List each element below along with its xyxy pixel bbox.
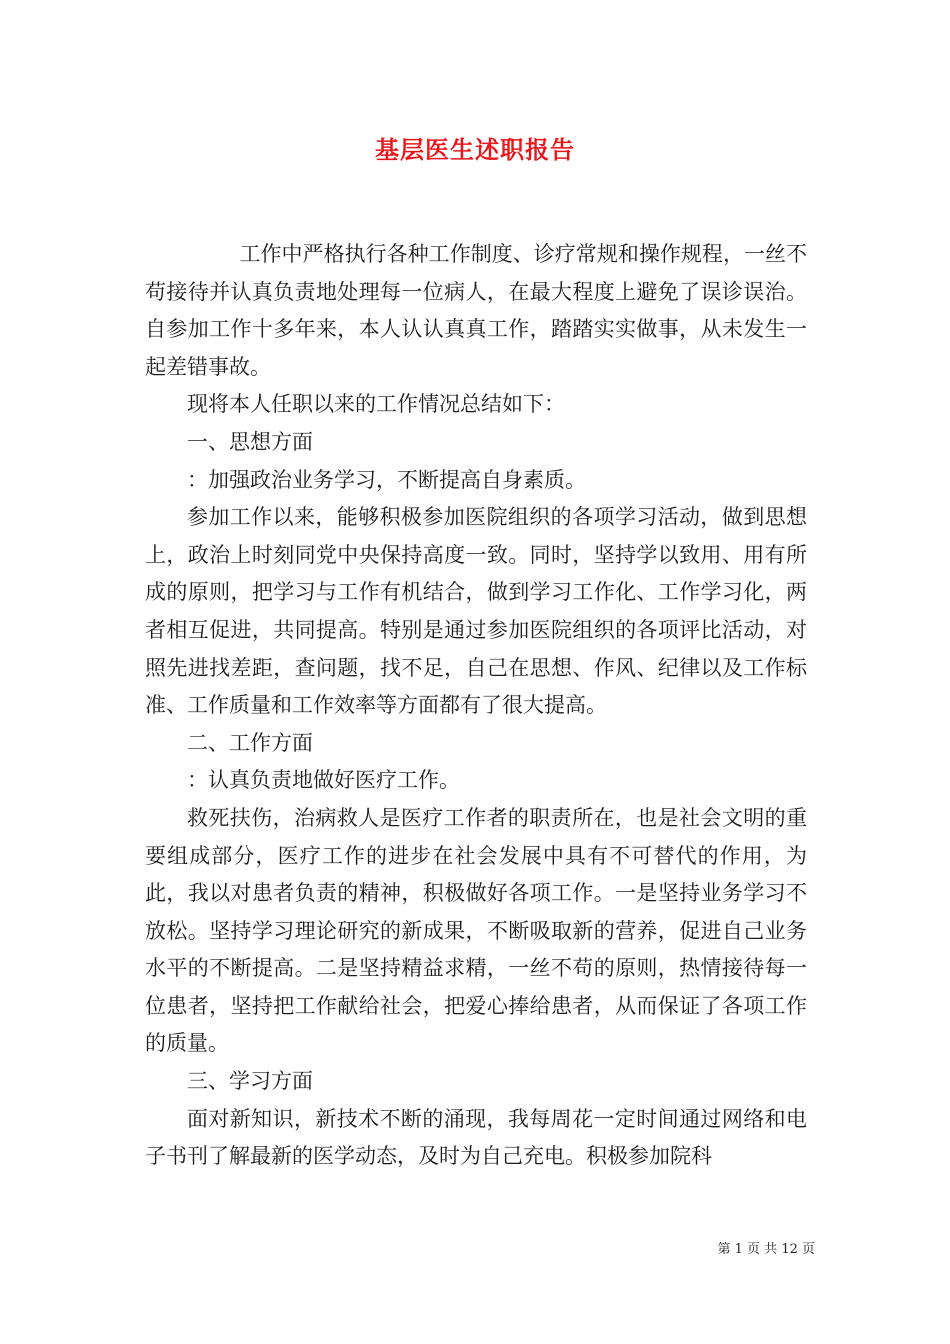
document-body: [145, 236, 807, 1176]
paragraph: 面对新知识，新技术不断的涌现，我每周花一定时间通过网络和电子书刊了解最新的医学动态，及时为自己充电。积极参加院科: [145, 1106, 807, 1169]
paragraph: 工作中严格执行各种工作制度、诊疗常规和操作规程，一丝不苟接待并认真负责地处理每一位病人，在最大程度上避免了误诊误治。自参加工作十多年来，本人认认真真工作，踏踏实实做事，从未发生一起差错事故。: [145, 242, 807, 379]
section-heading: 二、工作方面: [187, 730, 313, 755]
section-heading: 一、思想方面: [187, 429, 313, 454]
document-title: 基层医生述职报告: [375, 135, 575, 164]
paragraph: 现将本人任职以来的工作情况总结如下：: [187, 392, 565, 417]
paragraph: ：加强政治业务学习，不断提高自身素质。: [187, 467, 586, 492]
paragraph: 参加工作以来，能够积极参加医院组织的各项学习活动，做到思想上，政治上时刻同党中央保持高度一致。同时，坚持学以致用、用有所成的原则，把学习与工作有机结合，做到学习工作化、工作学习化，两者相互促进，共同提高。特别是通过参加医院组织的各项评比活动，对照先进找差距，查问题，找不足，自己在思想、作风、纪律以及工作标准、工作质量和工作效率等方面都有了很大提高。: [145, 505, 807, 718]
paragraph: 救死扶伤，治病救人是医疗工作者的职责所在，也是社会文明的重要组成部分，医疗工作的进步在社会发展中具有不可替代的作用，为此，我以对患者负责的精神，积极做好各项工作。一是坚持业务学习不放松。坚持学习理论研究的新成果，不断吸取新的营养，促进自己业务水平的不断提高。二是坚持精益求精，一丝不苟的原则，热情接待每一位患者，坚持把工作献给社会，把爱心捧给患者，从而保证了各项工作的质量。: [145, 805, 807, 1056]
section-heading: 三、学习方面: [187, 1069, 313, 1094]
paragraph: ：认真负责地做好医疗工作。: [187, 768, 460, 793]
page-footer: 第 1 页 共 12 页: [717, 1242, 815, 1257]
